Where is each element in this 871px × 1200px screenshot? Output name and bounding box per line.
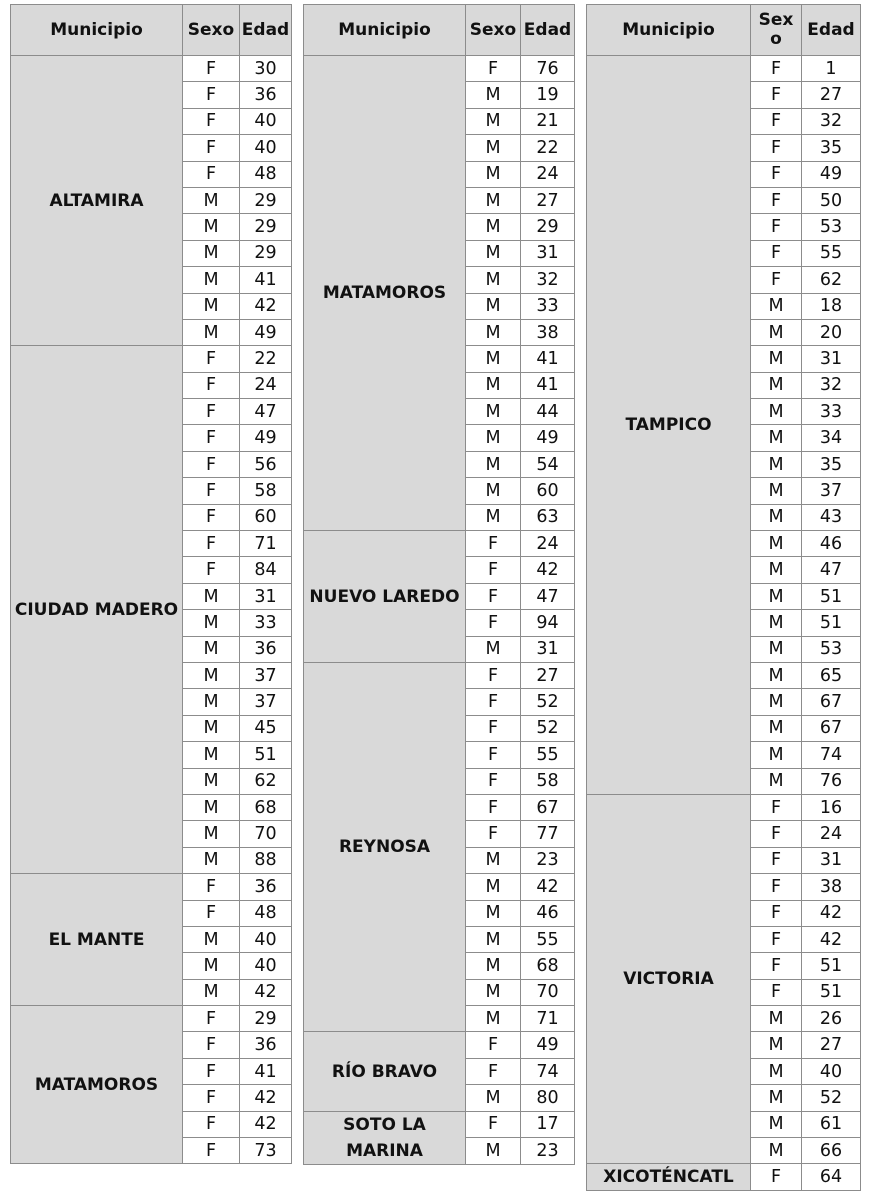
sexo-cell: M: [183, 583, 240, 609]
edad-cell: 41: [240, 1058, 292, 1084]
sexo-cell: M: [751, 768, 802, 794]
header-row: [11, 5, 292, 56]
sexo-cell: M: [466, 267, 521, 293]
edad-cell: 65: [802, 662, 861, 688]
table-row: [304, 1032, 575, 1058]
edad-cell: 24: [240, 372, 292, 398]
sexo-cell: F: [751, 847, 802, 873]
edad-cell: 41: [240, 267, 292, 293]
edad-cell: 66: [802, 1138, 861, 1164]
sexo-cell: M: [751, 610, 802, 636]
sexo-cell: M: [183, 636, 240, 662]
edad-cell: 62: [802, 267, 861, 293]
edad-cell: 54: [521, 451, 575, 477]
edad-cell: 40: [240, 135, 292, 161]
table-row: [304, 1111, 575, 1138]
sexo-cell: F: [751, 794, 802, 820]
sexo-cell: F: [751, 979, 802, 1005]
sexo-cell: F: [751, 56, 802, 82]
sexo-cell: F: [183, 531, 240, 557]
edad-cell: 76: [802, 768, 861, 794]
edad-cell: 29: [240, 187, 292, 213]
sexo-cell: F: [183, 372, 240, 398]
edad-cell: 47: [240, 399, 292, 425]
sexo-cell: F: [751, 267, 802, 293]
sexo-cell: M: [466, 240, 521, 266]
edad-cell: 63: [521, 504, 575, 530]
edad-cell: 42: [240, 979, 292, 1005]
sexo-cell: F: [183, 135, 240, 161]
sexo-cell: M: [466, 187, 521, 213]
sexo-cell: F: [466, 662, 521, 688]
sexo-cell: M: [466, 979, 521, 1005]
municipio-cell: MATAMOROS: [11, 1006, 183, 1164]
sexo-cell: M: [183, 926, 240, 952]
sexo-cell: F: [466, 1058, 521, 1084]
table-row: [304, 56, 575, 82]
edad-cell: 18: [802, 293, 861, 319]
edad-cell: 51: [802, 610, 861, 636]
header-sexo: Sexo: [466, 5, 521, 56]
edad-cell: 40: [240, 953, 292, 979]
edad-cell: 55: [802, 240, 861, 266]
header-edad: Edad: [802, 5, 861, 56]
municipio-cell: VICTORIA: [587, 794, 751, 1163]
edad-cell: 32: [802, 372, 861, 398]
edad-cell: 51: [802, 953, 861, 979]
sexo-cell: F: [183, 478, 240, 504]
edad-cell: 58: [240, 478, 292, 504]
edad-cell: 47: [521, 583, 575, 609]
edad-cell: 53: [802, 636, 861, 662]
edad-cell: 71: [240, 531, 292, 557]
sexo-cell: F: [183, 504, 240, 530]
edad-cell: 40: [240, 926, 292, 952]
edad-cell: 42: [802, 926, 861, 952]
sexo-cell: M: [751, 583, 802, 609]
municipio-cell: MATAMOROS: [304, 56, 466, 531]
sexo-cell: F: [183, 1006, 240, 1032]
sexo-cell: F: [183, 399, 240, 425]
edad-cell: 33: [240, 610, 292, 636]
edad-cell: 32: [521, 267, 575, 293]
sexo-cell: M: [466, 451, 521, 477]
table-row: [11, 874, 292, 900]
municipio-cell: NUEVO LAREDO: [304, 531, 466, 663]
sexo-cell: F: [183, 1138, 240, 1164]
sexo-cell: F: [183, 1058, 240, 1084]
header-edad: Edad: [521, 5, 575, 56]
sexo-cell: M: [466, 82, 521, 108]
table-row: [587, 56, 861, 82]
edad-cell: 74: [521, 1058, 575, 1084]
sexo-cell: M: [183, 768, 240, 794]
edad-cell: 76: [521, 56, 575, 82]
edad-cell: 49: [240, 319, 292, 345]
edad-cell: 23: [521, 847, 575, 873]
sexo-cell: M: [466, 900, 521, 926]
edad-cell: 37: [240, 662, 292, 688]
table-1: [10, 4, 292, 1164]
sexo-cell: M: [183, 293, 240, 319]
edad-cell: 42: [240, 1085, 292, 1111]
sexo-cell: M: [751, 451, 802, 477]
sexo-cell: M: [183, 794, 240, 820]
sexo-cell: M: [751, 742, 802, 768]
edad-cell: 29: [521, 214, 575, 240]
edad-cell: 31: [802, 847, 861, 873]
edad-cell: 36: [240, 874, 292, 900]
sexo-cell: M: [466, 953, 521, 979]
sexo-cell: F: [466, 583, 521, 609]
edad-cell: 68: [521, 953, 575, 979]
sexo-cell: F: [183, 1111, 240, 1137]
sexo-cell: F: [183, 56, 240, 82]
sexo-cell: F: [751, 161, 802, 187]
table-row: [304, 662, 575, 688]
edad-cell: 61: [802, 1111, 861, 1137]
sexo-cell: F: [466, 531, 521, 557]
edad-cell: 22: [521, 135, 575, 161]
edad-cell: 35: [802, 135, 861, 161]
edad-cell: 53: [802, 214, 861, 240]
municipio-cell: EL MANTE: [11, 874, 183, 1006]
municipio-cell: XICOTÉNCATL: [587, 1164, 751, 1191]
edad-cell: 17: [521, 1111, 575, 1138]
sexo-cell: M: [183, 240, 240, 266]
edad-cell: 44: [521, 399, 575, 425]
edad-cell: 80: [521, 1085, 575, 1111]
edad-cell: 46: [521, 900, 575, 926]
edad-cell: 94: [521, 610, 575, 636]
sexo-cell: F: [751, 135, 802, 161]
edad-cell: 71: [521, 1006, 575, 1032]
edad-cell: 70: [521, 979, 575, 1005]
edad-cell: 22: [240, 346, 292, 372]
edad-cell: 52: [802, 1085, 861, 1111]
sexo-cell: F: [466, 715, 521, 741]
sexo-cell: M: [466, 874, 521, 900]
edad-cell: 67: [802, 689, 861, 715]
sexo-cell: M: [751, 557, 802, 583]
sexo-cell: F: [183, 451, 240, 477]
edad-cell: 74: [802, 742, 861, 768]
edad-cell: 42: [240, 293, 292, 319]
sexo-cell: M: [183, 689, 240, 715]
sexo-cell: M: [466, 1085, 521, 1111]
sexo-cell: F: [183, 425, 240, 451]
table-row: [11, 1006, 292, 1032]
header-row: [304, 5, 575, 56]
edad-cell: 60: [240, 504, 292, 530]
sexo-cell: F: [183, 161, 240, 187]
edad-cell: 27: [521, 187, 575, 213]
table-3: [586, 4, 861, 1191]
sexo-cell: M: [466, 847, 521, 873]
sexo-cell: M: [183, 610, 240, 636]
municipio-cell: SOTO LA MARINA: [304, 1111, 466, 1164]
header-row: [587, 5, 861, 56]
edad-cell: 24: [521, 161, 575, 187]
sexo-cell: M: [466, 108, 521, 134]
sexo-cell: F: [466, 610, 521, 636]
edad-cell: 42: [521, 557, 575, 583]
sexo-cell: M: [183, 979, 240, 1005]
sexo-cell: M: [751, 531, 802, 557]
sexo-cell: M: [466, 319, 521, 345]
edad-cell: 38: [802, 874, 861, 900]
edad-cell: 24: [802, 821, 861, 847]
edad-cell: 45: [240, 715, 292, 741]
sexo-cell: M: [751, 293, 802, 319]
sexo-cell: M: [751, 1111, 802, 1137]
table-row: [11, 346, 292, 372]
sexo-cell: F: [751, 1164, 802, 1191]
sexo-cell: M: [466, 926, 521, 952]
edad-cell: 42: [802, 900, 861, 926]
sexo-cell: M: [751, 636, 802, 662]
sexo-cell: F: [183, 557, 240, 583]
sexo-cell: F: [183, 1032, 240, 1058]
sexo-cell: F: [466, 794, 521, 820]
sexo-cell: M: [466, 293, 521, 319]
header-municipio: Municipio: [11, 5, 183, 56]
sexo-cell: M: [466, 1138, 521, 1165]
sexo-cell: F: [751, 240, 802, 266]
edad-cell: 1: [802, 56, 861, 82]
sexo-cell: M: [751, 1032, 802, 1058]
edad-cell: 73: [240, 1138, 292, 1164]
edad-cell: 47: [802, 557, 861, 583]
edad-cell: 49: [802, 161, 861, 187]
sexo-cell: M: [751, 689, 802, 715]
edad-cell: 64: [802, 1164, 861, 1191]
edad-cell: 67: [521, 794, 575, 820]
edad-cell: 29: [240, 1006, 292, 1032]
sexo-cell: F: [751, 953, 802, 979]
table-row: [304, 531, 575, 557]
sexo-cell: M: [751, 319, 802, 345]
sexo-cell: F: [183, 82, 240, 108]
header-municipio: Municipio: [304, 5, 466, 56]
sexo-cell: M: [183, 821, 240, 847]
edad-cell: 21: [521, 108, 575, 134]
edad-cell: 41: [521, 372, 575, 398]
sexo-cell: M: [751, 1085, 802, 1111]
header-edad: Edad: [240, 5, 292, 56]
edad-cell: 36: [240, 636, 292, 662]
sexo-cell: F: [751, 187, 802, 213]
edad-cell: 70: [240, 821, 292, 847]
edad-cell: 27: [802, 1032, 861, 1058]
table-2: [303, 4, 575, 1165]
sexo-cell: M: [466, 135, 521, 161]
sexo-cell: F: [466, 689, 521, 715]
sexo-cell: M: [751, 425, 802, 451]
edad-cell: 46: [802, 531, 861, 557]
edad-cell: 40: [240, 108, 292, 134]
edad-cell: 40: [802, 1058, 861, 1084]
edad-cell: 62: [240, 768, 292, 794]
edad-cell: 48: [240, 900, 292, 926]
sexo-cell: M: [751, 346, 802, 372]
edad-cell: 36: [240, 1032, 292, 1058]
sexo-cell: F: [751, 108, 802, 134]
edad-cell: 58: [521, 768, 575, 794]
municipio-cell: REYNOSA: [304, 662, 466, 1031]
edad-cell: 43: [802, 504, 861, 530]
sexo-cell: M: [466, 504, 521, 530]
sexo-cell: M: [183, 319, 240, 345]
edad-cell: 67: [802, 715, 861, 741]
sexo-cell: M: [466, 425, 521, 451]
sexo-cell: F: [466, 1032, 521, 1058]
sexo-cell: M: [751, 715, 802, 741]
edad-cell: 51: [802, 979, 861, 1005]
edad-cell: 60: [521, 478, 575, 504]
edad-cell: 48: [240, 161, 292, 187]
sexo-cell: F: [183, 1085, 240, 1111]
sexo-cell: M: [466, 214, 521, 240]
sexo-cell: F: [751, 874, 802, 900]
edad-cell: 31: [521, 240, 575, 266]
header-sexo: Sexo: [183, 5, 240, 56]
sexo-cell: F: [751, 926, 802, 952]
sexo-cell: F: [751, 214, 802, 240]
sexo-cell: F: [466, 1111, 521, 1138]
edad-cell: 31: [240, 583, 292, 609]
sexo-cell: M: [183, 742, 240, 768]
edad-cell: 55: [521, 742, 575, 768]
edad-cell: 51: [240, 742, 292, 768]
municipio-cell: CIUDAD MADERO: [11, 346, 183, 874]
sexo-cell: F: [466, 821, 521, 847]
edad-cell: 38: [521, 319, 575, 345]
edad-cell: 31: [802, 346, 861, 372]
sexo-cell: M: [751, 504, 802, 530]
edad-cell: 20: [802, 319, 861, 345]
edad-cell: 68: [240, 794, 292, 820]
municipio-cell: ALTAMIRA: [11, 56, 183, 346]
header-municipio: Municipio: [587, 5, 751, 56]
sexo-cell: F: [183, 900, 240, 926]
edad-cell: 37: [802, 478, 861, 504]
municipio-cell: TAMPICO: [587, 56, 751, 795]
sexo-cell: F: [183, 346, 240, 372]
edad-cell: 84: [240, 557, 292, 583]
sexo-cell: M: [466, 399, 521, 425]
sexo-cell: M: [183, 267, 240, 293]
edad-cell: 56: [240, 451, 292, 477]
edad-cell: 51: [802, 583, 861, 609]
sexo-cell: M: [751, 1138, 802, 1164]
table-row: [11, 56, 292, 82]
edad-cell: 24: [521, 531, 575, 557]
edad-cell: 33: [802, 399, 861, 425]
sexo-cell: M: [466, 1006, 521, 1032]
sexo-cell: M: [183, 953, 240, 979]
table-row: [587, 794, 861, 820]
edad-cell: 27: [521, 662, 575, 688]
sexo-cell: F: [466, 56, 521, 82]
sexo-cell: F: [466, 557, 521, 583]
header-sexo: Sex o: [751, 5, 802, 56]
sexo-cell: M: [466, 372, 521, 398]
municipio-cell: RÍO BRAVO: [304, 1032, 466, 1111]
edad-cell: 36: [240, 82, 292, 108]
edad-cell: 31: [521, 636, 575, 662]
edad-cell: 41: [521, 346, 575, 372]
edad-cell: 77: [521, 821, 575, 847]
sexo-cell: M: [751, 372, 802, 398]
edad-cell: 42: [521, 874, 575, 900]
sexo-cell: M: [183, 847, 240, 873]
edad-cell: 34: [802, 425, 861, 451]
edad-cell: 88: [240, 847, 292, 873]
table-row: [587, 1164, 861, 1191]
sexo-cell: M: [183, 662, 240, 688]
edad-cell: 27: [802, 82, 861, 108]
sexo-cell: M: [751, 662, 802, 688]
edad-cell: 49: [240, 425, 292, 451]
edad-cell: 37: [240, 689, 292, 715]
sexo-cell: M: [183, 187, 240, 213]
sexo-cell: M: [751, 399, 802, 425]
edad-cell: 19: [521, 82, 575, 108]
edad-cell: 26: [802, 1006, 861, 1032]
sexo-cell: F: [183, 874, 240, 900]
sexo-cell: M: [466, 346, 521, 372]
edad-cell: 16: [802, 794, 861, 820]
sexo-cell: M: [466, 478, 521, 504]
edad-cell: 23: [521, 1138, 575, 1165]
edad-cell: 35: [802, 451, 861, 477]
sexo-cell: M: [183, 715, 240, 741]
edad-cell: 42: [240, 1111, 292, 1137]
sexo-cell: M: [466, 636, 521, 662]
edad-cell: 29: [240, 214, 292, 240]
edad-cell: 50: [802, 187, 861, 213]
edad-cell: 52: [521, 715, 575, 741]
sexo-cell: F: [183, 108, 240, 134]
sexo-cell: F: [751, 900, 802, 926]
sexo-cell: M: [751, 1058, 802, 1084]
sexo-cell: F: [466, 742, 521, 768]
sexo-cell: M: [183, 214, 240, 240]
sexo-cell: M: [751, 1006, 802, 1032]
edad-cell: 32: [802, 108, 861, 134]
edad-cell: 29: [240, 240, 292, 266]
edad-cell: 49: [521, 1032, 575, 1058]
edad-cell: 49: [521, 425, 575, 451]
sexo-cell: M: [466, 161, 521, 187]
edad-cell: 55: [521, 926, 575, 952]
sexo-cell: F: [751, 82, 802, 108]
edad-cell: 30: [240, 56, 292, 82]
sexo-cell: F: [466, 768, 521, 794]
edad-cell: 33: [521, 293, 575, 319]
sexo-cell: F: [751, 821, 802, 847]
edad-cell: 52: [521, 689, 575, 715]
sexo-cell: M: [751, 478, 802, 504]
